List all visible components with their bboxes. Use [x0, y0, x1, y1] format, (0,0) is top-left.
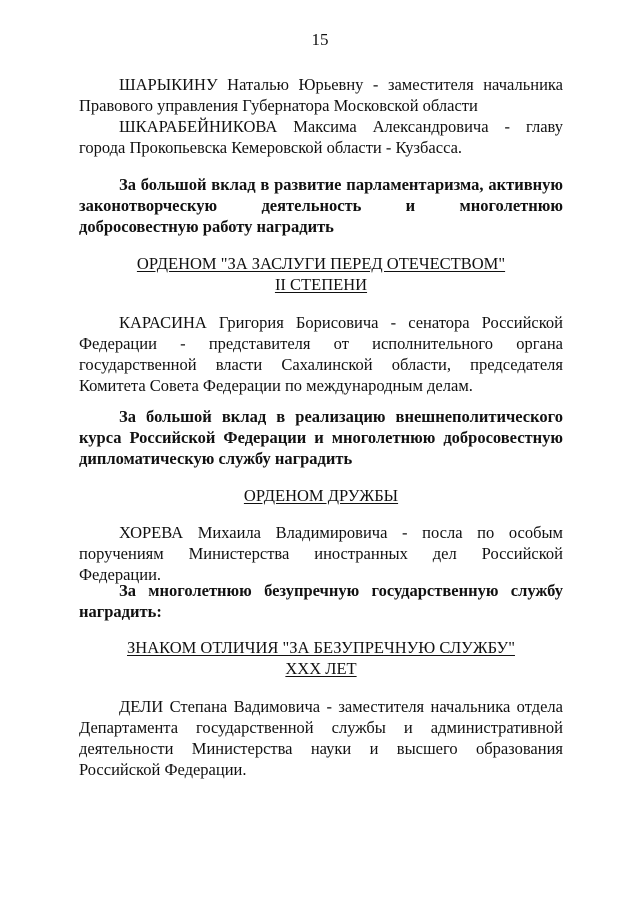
award-intro-3 [79, 580, 563, 622]
order-heading-2 [79, 485, 563, 506]
order-heading-3 [79, 637, 563, 679]
award-intro-text-3: За многолетнюю безупречную государственную службу наградить: [79, 581, 563, 621]
order-heading-2-line1: ОРДЕНОМ ДРУЖБЫ [243, 486, 399, 505]
award-intro-text-1: За большой вклад в развитие парламентаризма, активную законотворческую деятельность и многолетнюю добросовестную работу наградить [79, 175, 563, 236]
order-heading-3-line2: XXX ЛЕТ [285, 659, 357, 678]
award-intro-text-2: За большой вклад в реализацию внешнеполитического курса Российской Федерации и многолетнюю добросовестную дипломатическую службу наградить [79, 407, 563, 468]
entry-karasina: КАРАСИНА Григория Борисовича - сенатора Российской Федерации - представителя от исполнительного органа государственной власти Сахалинской области, председателя Комитета Совета Федерации по международным делам. [79, 313, 563, 395]
entry-horeva-block [79, 522, 563, 585]
order-heading-3-line1: ЗНАКОМ ОТЛИЧИЯ "ЗА БЕЗУПРЕЧНУЮ СЛУЖБУ" [127, 638, 515, 657]
award-intro-1 [79, 174, 563, 237]
entry-deli-block [79, 696, 563, 780]
entry-horeva: ХОРЕВА Михаила Владимировича - посла по особым поручениям Министерства иностранных дел Российской Федерации. [79, 523, 563, 584]
entries-group-1 [79, 74, 563, 158]
order-heading-1 [79, 253, 563, 295]
order-heading-1-line2: II СТЕПЕНИ [274, 275, 368, 294]
entry-deli: ДЕЛИ Степана Вадимовича - заместителя начальника отдела Департамента государственной службы и административной деятельности Министерства науки и высшего образования Российской Федерации. [79, 697, 563, 779]
entry-sharykina: ШАРЫКИНУ Наталью Юрьевну - заместителя начальника Правового управления Губернатора Московской области [79, 75, 563, 115]
entry-shkarabeynikova: ШКАРАБЕЙНИКОВА Максима Александровича - главу города Прокопьевска Кемеровской области - Кузбасса. [79, 117, 563, 157]
entry-karasina-block [79, 312, 563, 396]
page-number: 15 [311, 30, 329, 49]
award-intro-2 [79, 406, 563, 469]
order-heading-1-line1: ОРДЕНОМ "ЗА ЗАСЛУГИ ПЕРЕД ОТЕЧЕСТВОМ" [136, 254, 506, 273]
